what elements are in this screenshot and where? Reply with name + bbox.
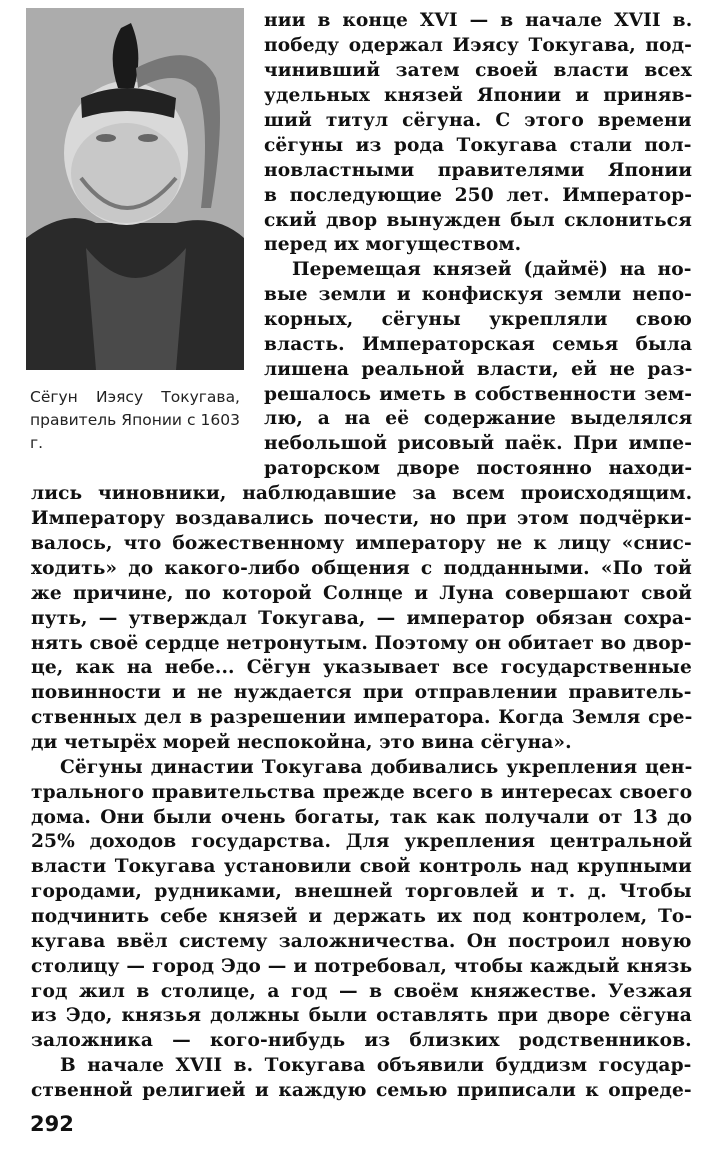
text-line: нять своё сердце нетронутым. Поэтому он обитает во двор- bbox=[31, 633, 692, 654]
text-line: Сёгуны династии Токугава добивались укрепления цен- bbox=[60, 757, 693, 778]
text-line: столицу — город Эдо — и потребовал, чтобы каждый князь bbox=[31, 956, 693, 977]
text-line: чинивший затем своей власти всех bbox=[264, 60, 692, 81]
text-line: победу одержал Иэясу Токугава, под- bbox=[264, 35, 692, 56]
text-line: небольшой рисовый паёк. При импе- bbox=[264, 433, 693, 454]
text-line: раторском дворе постоянно находи- bbox=[264, 458, 693, 479]
portrait-image bbox=[26, 8, 244, 370]
page-number: 292 bbox=[30, 1112, 74, 1136]
text-line: власть. Императорская семья была bbox=[264, 334, 693, 355]
text-line: 25% доходов государства. Для укрепления центральной bbox=[31, 831, 693, 852]
text-line: це, как на небе... Сёгун указывает все государственные bbox=[31, 657, 692, 678]
text-line: ди четырёх морей неспокойна, это вина сёгуна». bbox=[31, 732, 572, 753]
figure-caption: Сёгун Иэясу Токугава, правитель Японии с 1603 г. bbox=[30, 388, 240, 452]
text-line: новластными правителями Японии bbox=[264, 160, 693, 181]
text-line: из Эдо, князья должны были оставлять при дворе сёгуна bbox=[31, 1005, 692, 1026]
text-line: сёгуны из рода Токугава стали пол- bbox=[264, 135, 692, 156]
text-line: В начале XVII в. Токугава объявили буддизм государ- bbox=[60, 1055, 692, 1076]
text-line: лись чиновники, наблюдавшие за всем происходящим. bbox=[31, 483, 693, 504]
text-line: дома. Они были очень богаты, так как получали от 13 до bbox=[31, 807, 693, 828]
text-line: нии в конце XVI — в начале XVII в. bbox=[264, 10, 693, 31]
text-line: ходить» до какого-либо общения с подданными. «По той bbox=[31, 558, 692, 579]
text-line: удельных князей Японии и приняв- bbox=[264, 85, 693, 106]
text-line: ский двор вынужден был склониться bbox=[264, 210, 692, 231]
text-line: заложника — кого-нибудь из близких родственников. bbox=[31, 1030, 692, 1051]
text-line: Перемещая князей (даймё) на но- bbox=[292, 259, 692, 280]
text-line: трального правительства прежде всего в интересах своего bbox=[31, 782, 693, 803]
text-line: кугава ввёл систему заложничества. Он построил новую bbox=[31, 931, 692, 952]
text-line: Императору воздавались почести, но при этом подчёрки- bbox=[31, 508, 692, 529]
text-line: городами, рудниками, внешней торговлей и т. д. Чтобы bbox=[31, 881, 692, 902]
text-line: лишена реальной власти, ей не раз- bbox=[264, 359, 693, 380]
text-line: перед их могуществом. bbox=[264, 234, 522, 255]
text-line: год жил в столице, а год — в своём княжестве. Уезжая bbox=[31, 981, 693, 1002]
text-line: в последующие 250 лет. Император- bbox=[264, 185, 693, 206]
text-line: ственных дел в разрешении императора. Когда Земля сре- bbox=[31, 707, 693, 728]
text-line: подчинить себе князей и держать их под контролем, То- bbox=[31, 906, 693, 927]
text-line: корных, сёгуны укрепляли свою bbox=[264, 309, 692, 330]
text-line: власти Токугава установили свой контроль над крупными bbox=[31, 856, 692, 877]
text-line: решалось иметь в собственности зем- bbox=[264, 384, 693, 405]
text-line: ственной религией и каждую семью приписали к опреде- bbox=[31, 1080, 692, 1101]
text-line: же причине, по которой Солнце и Луна совершают свой bbox=[31, 583, 692, 604]
text-line: вые земли и конфискуя земли непо- bbox=[264, 284, 692, 305]
text-line: повинности и не нуждается при отправлении правитель- bbox=[31, 682, 692, 703]
text-line: лю, а на её содержание выделялся bbox=[264, 408, 693, 429]
text-line: путь, — утверждал Токугава, — император обязан сохра- bbox=[31, 608, 692, 629]
text-line: валось, что божественному императору не к лицу «снис- bbox=[31, 533, 692, 554]
text-line: ший титул сёгуна. С этого времени bbox=[264, 110, 692, 131]
